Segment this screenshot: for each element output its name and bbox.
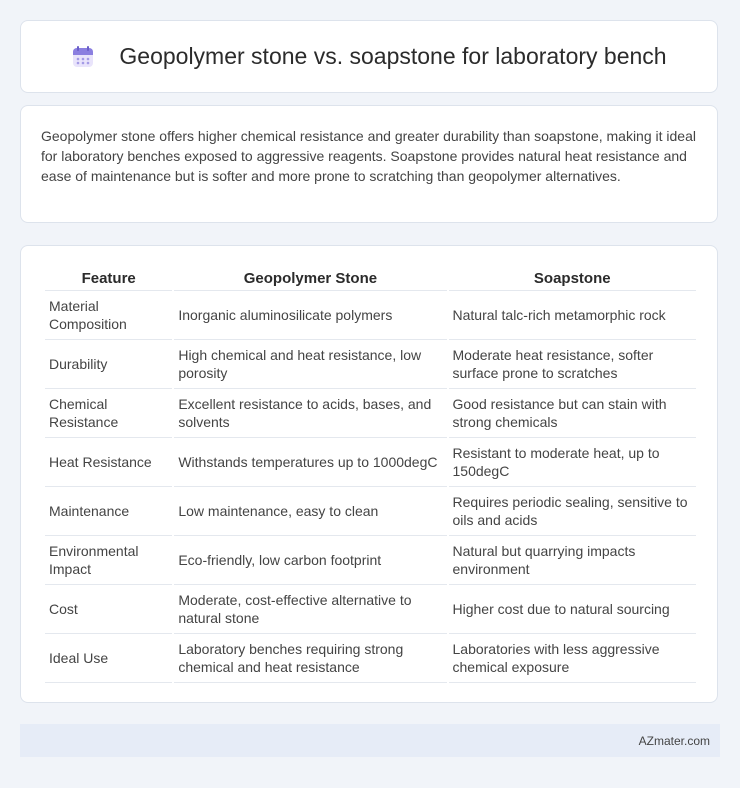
soapstone-cell: Resistant to moderate heat, up to 150degC [449,438,697,487]
geopolymer-cell: Excellent resistance to acids, bases, and solvents [174,389,446,438]
comparison-table-card [20,245,718,703]
table-row [45,389,696,438]
calendar-icon [71,45,95,69]
table-row [45,487,696,536]
table-row [45,340,696,389]
geopolymer-cell: Inorganic aluminosilicate polymers [174,291,446,340]
geopolymer-cell: Low maintenance, easy to clean [174,487,446,536]
table-row [45,291,696,340]
feature-cell: Chemical Resistance [45,389,172,438]
feature-cell: Maintenance [45,487,172,536]
feature-cell: Material Composition [45,291,172,340]
soapstone-cell: Higher cost due to natural sourcing [449,585,697,634]
title-card [20,20,718,93]
geopolymer-cell: Laboratory benches requiring strong chemical and heat resistance [174,634,446,683]
table-row [45,585,696,634]
column-header-soapstone: Soapstone [449,264,697,291]
table-row [45,536,696,585]
feature-cell: Ideal Use [45,634,172,683]
soapstone-cell: Requires periodic sealing, sensitive to oils and acids [449,487,697,536]
comparison-table [43,264,698,683]
column-header-geopolymer: Geopolymer Stone [174,264,446,291]
table-row [45,438,696,487]
feature-cell: Cost [45,585,172,634]
soapstone-cell: Moderate heat resistance, softer surface prone to scratches [449,340,697,389]
table-row [45,634,696,683]
soapstone-cell: Good resistance but can stain with strong chemicals [449,389,697,438]
table-header-row [45,264,696,291]
page-title-text: Geopolymer stone vs. soapstone for laboratory bench [119,43,667,69]
soapstone-cell: Natural talc-rich metamorphic rock [449,291,697,340]
geopolymer-cell: Moderate, cost-effective alternative to natural stone [174,585,446,634]
column-header-feature: Feature [45,264,172,291]
soapstone-cell: Natural but quarrying impacts environment [449,536,697,585]
geopolymer-cell: Withstands temperatures up to 1000degC [174,438,446,487]
feature-cell: Heat Resistance [45,438,172,487]
footer [20,724,720,757]
feature-cell: Durability [45,340,172,389]
source-link[interactable]: AZmater.com [638,733,710,748]
geopolymer-cell: Eco-friendly, low carbon footprint [174,536,446,585]
summary-card [20,105,718,223]
feature-cell: Environmental Impact [45,536,172,585]
soapstone-cell: Laboratories with less aggressive chemical exposure [449,634,697,683]
page-title [71,43,666,70]
geopolymer-cell: High chemical and heat resistance, low porosity [174,340,446,389]
summary-text: Geopolymer stone offers higher chemical resistance and greater durability than soapstone, making it ideal for laboratory benches exposed to aggressive reagents. Soapstone provides natural heat resistance and ease of maintenance but is softer and more prone to scratching than geopolymer alternatives. [41,128,696,184]
